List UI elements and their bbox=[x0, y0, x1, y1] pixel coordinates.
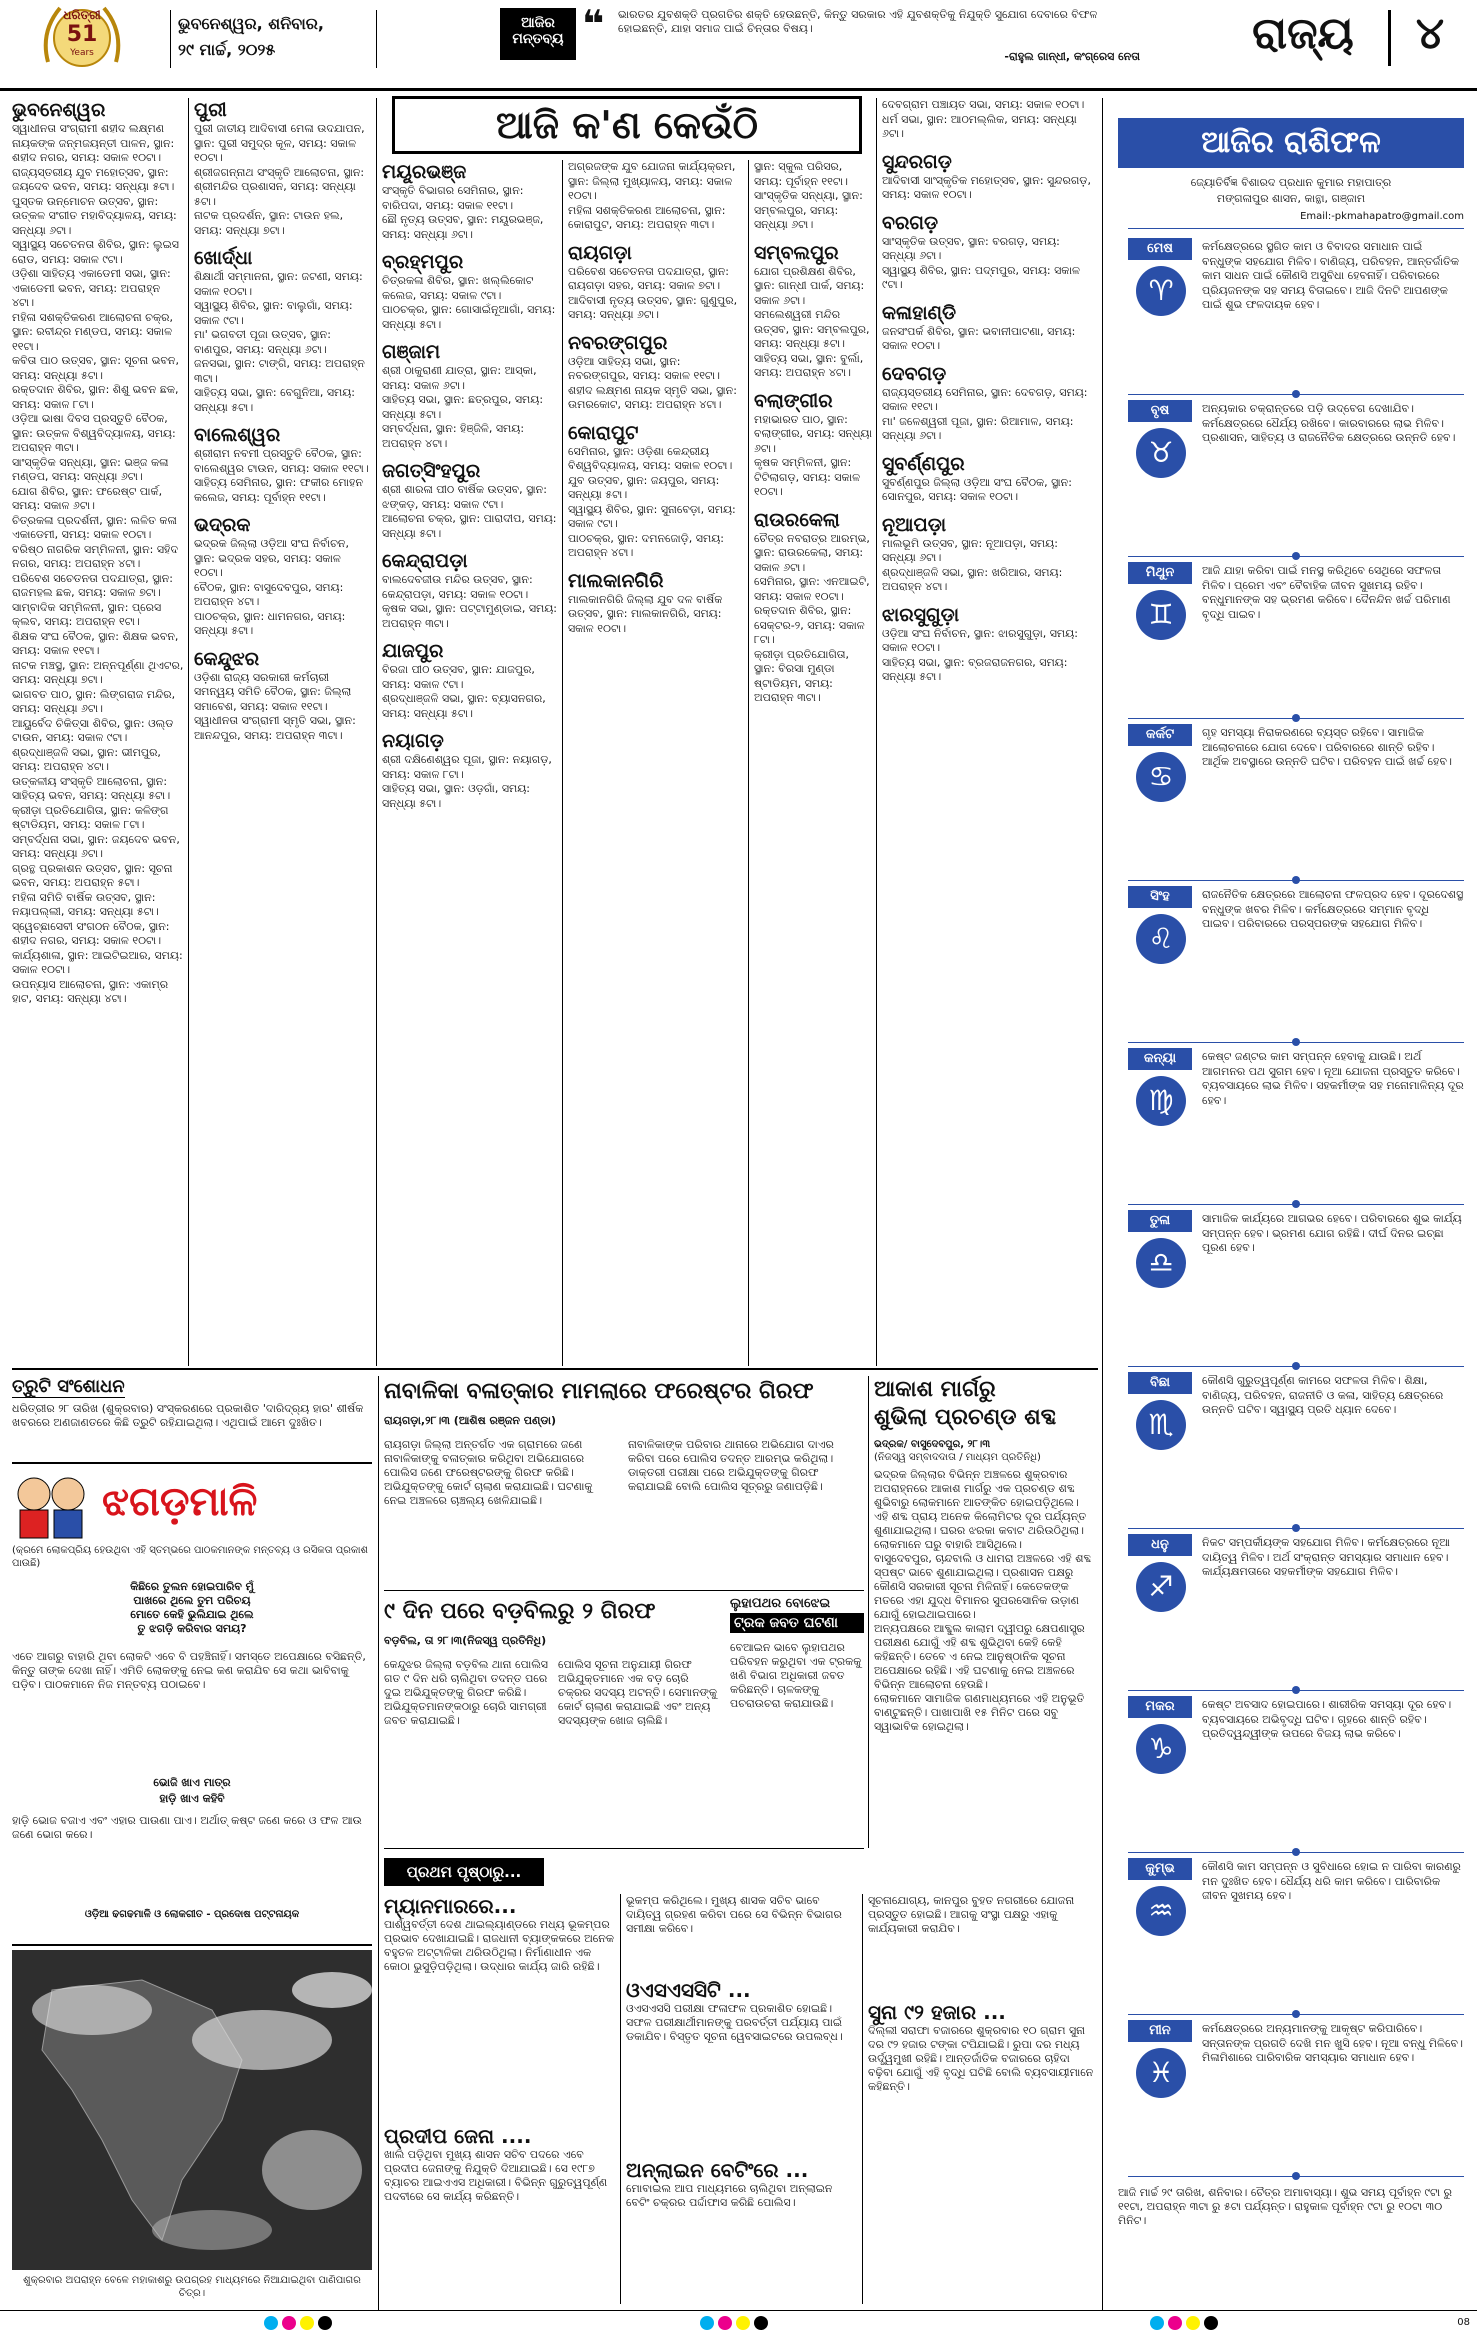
district-heading: କଳାହାଣ୍ଡି bbox=[882, 301, 957, 324]
zodiac-sign-name: ତୁଳା bbox=[1128, 1210, 1192, 1232]
zodiac-symbol-icon: ♍ bbox=[1136, 1076, 1186, 1126]
events-banner-title: ଆଜି କ'ଣ କେଉଁଠି bbox=[495, 103, 759, 147]
zodiac-divider-dot-icon bbox=[1292, 2010, 1300, 2018]
zodiac-sign-name: ଧନୁ bbox=[1128, 1534, 1192, 1556]
district-heading: ଗଞ୍ଜାମ bbox=[382, 341, 441, 363]
district-heading: ରାୟଗଡ଼ା bbox=[568, 241, 632, 264]
zodiac-sign-name: ମିଥୁନ bbox=[1128, 562, 1192, 584]
district-heading: ସମ୍ବଲପୁର bbox=[754, 241, 839, 264]
gold-head: ସୁନା ୯୨ ହଜାର ... bbox=[868, 2000, 1006, 2024]
dateline-date: ୨୯ ମାର୍ଚ୍ଚ, ୨୦୨୫ bbox=[178, 40, 276, 59]
district-heading: ବରଗଡ଼ bbox=[882, 211, 939, 234]
forester-headline: ନାବାଳିକା ବଳାତ୍କାର ମାମଲାରେ ଫରେଷ୍ଟର ଗିରଫ bbox=[384, 1379, 814, 1404]
zodiac-symbol-icon: ♋ bbox=[1136, 752, 1186, 802]
district-heading: ଜଗତ୍‌ସିଂହପୁର bbox=[382, 460, 481, 482]
zodiac-sign-name: ମକର bbox=[1128, 1696, 1192, 1718]
zodiac-sign-name: ମେଷ bbox=[1128, 238, 1192, 260]
rashifala-email: Email:-pkmahapatro@gmail.com bbox=[1300, 211, 1464, 222]
zodiac-sign-row bbox=[1110, 238, 1468, 390]
events-col-4 bbox=[568, 160, 744, 1366]
zodiac-sign-row bbox=[1110, 1048, 1468, 1200]
zodiac-sign-name: କନ୍ୟା bbox=[1128, 1048, 1192, 1070]
zodiac-sign-name: ସିଂହ bbox=[1128, 886, 1192, 908]
truck-headline-2: ଟ୍ରକ ଜବତ ଘଟଣା bbox=[734, 1615, 838, 1631]
zodiac-sign-name: କୁମ୍ଭ bbox=[1128, 1858, 1192, 1880]
rashifala-title-bar bbox=[1118, 118, 1464, 168]
jhagadamali-body: ଏତେ ଆଗରୁ ବାହାରି ଥିବା ଲୋକଟି ଏବେ ବି ପହଞ୍ଚିନାହିଁ। ସମସ୍ତେ ଅପେକ୍ଷାରେ ବସିଛନ୍ତି, କିନ୍ତୁ ତାଙ୍କ ଦେଖା ନାହିଁ। ଏମିତି ଲୋକଙ୍କୁ ନେଇ କଣ କରାଯିବ ସେ କଥା ଭାବିବାକୁ ପଡ଼ିବ। ପାଠକମାନେ ନିଜ ମନ୍ତବ୍ୟ ପଠାଇବେ। bbox=[12, 1650, 366, 1691]
nine-days-body-2: ପୋଲିସ ସୂଚନା ଅନୁଯାୟୀ ଗିରଫ ଅଭିଯୁକ୍ତମାନେ ଏକ ବଡ଼ ଚୋରି ଚକ୍ରର ସଦସ୍ୟ ଅଟନ୍ତି। ସେମାନଙ୍କୁ କୋର୍ଟ ଚାଲାଣ କରାଯାଇଛି ଏବଂ ଅନ୍ୟ ସଦସ୍ୟଙ୍କ ଖୋଜ ଚାଲିଛି। bbox=[558, 1658, 718, 1727]
zodiac-prediction: ନିକଟ ସମ୍ପର୍କୀୟଙ୍କ ସହଯୋଗ ମିଳିବ। କର୍ମକ୍ଷେତ୍ରରେ ନୂଆ ଦାୟିତ୍ୱ ମିଳିବ। ଅର୍ଥ ସଂକ୍ରାନ୍ତ ସମସ୍ୟାର ସମାଧାନ ହେବ। କାର୍ଯ୍ୟକ୍ଷମତାରେ ସହକର୍ମୀଙ୍କ ସହଯୋଗ ମିଳିବ। bbox=[1202, 1536, 1450, 1578]
rashifala-author: ଜ୍ୟୋତିର୍ବିଜ୍ଞ ବିଶାରଦ ପ୍ରଧାନ କୁମାର ମହାପାତ୍ର bbox=[1190, 176, 1392, 189]
zodiac-sign-row bbox=[1110, 1858, 1468, 2010]
rashifala-title: ଆଜିର ରାଶିଫଳ bbox=[1201, 125, 1381, 160]
district-events: ଶ୍ରୀ ଠାକୁରାଣୀ ଯାତ୍ରା, ସ୍ଥାନ: ଆସ୍କା, ସମୟ: ସକାଳ ୬ଟା। ସାହିତ୍ୟ ସଭା, ସ୍ଥାନ: ଛତ୍ରପୁର, ସମୟ: ସନ୍ଧ୍ୟା ୫ଟା। ସମ୍ବର୍ଦ୍ଧନା, ସ୍ଥାନ: ହିଞ୍ଜିଳି, ସମୟ: ଅପରାହ୍ନ ୪ଟା। bbox=[382, 364, 544, 450]
district-heading: ରାଉରକେଲା bbox=[754, 508, 840, 531]
zodiac-sign-row bbox=[1110, 562, 1468, 714]
first-page-col-3 bbox=[868, 1894, 1096, 2304]
zodiac-sign-name: ବିଛା bbox=[1128, 1372, 1192, 1394]
district-events: ସାଂସ୍କୃତିକ ଉତ୍ସବ, ସ୍ଥାନ: ବରଗଡ଼, ସମୟ: ସନ୍ଧ୍ୟା ୬ଟା। ସ୍ୱାସ୍ଥ୍ୟ ଶିବିର, ସ୍ଥାନ: ପଦ୍ମପୁର, ସମୟ: ସକାଳ ୯ଟା। bbox=[882, 234, 1080, 291]
yellow-dot-icon bbox=[1186, 2316, 1200, 2330]
district-heading: ମୟୂରଭଞ୍ଜ bbox=[382, 161, 467, 183]
correction-body: ଧରିତ୍ରୀର ୨୮ ତାରିଖ (ଶୁକ୍ରବାର) ସଂସ୍କରଣରେ ପ୍ରକାଶିତ 'ଦାରିଦ୍ର୍ୟ ହାର' ଶୀର୍ଷକ ଖବରରେ ଅଣଜାଣତରେ କିଛି ତ୍ରୁଟି ରହିଯାଇଥିଲା। ଏଥିପାଇଁ ଆମେ ଦୁଃଖିତ। bbox=[12, 1402, 364, 1429]
zodiac-divider-dot-icon bbox=[1292, 1848, 1300, 1856]
first-page-banner bbox=[384, 1858, 544, 1886]
district-events: ପରିବେଶ ସଚେତନତା ପଦଯାତ୍ରା, ସ୍ଥାନ: ରାୟଗଡ଼ା ସହର, ସମୟ: ସକାଳ ୭ଟା। ଆଦିବାସୀ ନୃତ୍ୟ ଉତ୍ସବ, ସ୍ଥାନ: ଗୁଣୁପୁର, ସମୟ: ସନ୍ଧ୍ୟା ୬ଟା। bbox=[568, 264, 738, 321]
black-dot-icon bbox=[1204, 2316, 1218, 2330]
first-page-banner-label: ପ୍ରଥମ ପୃଷ୍ଠାରୁ... bbox=[406, 1863, 522, 1881]
first-page-col3-body: ସୂଚନାଯୋଗ୍ୟ, କାନପୁର ବୁହତ ନଗରୀରେ ଯୋଜନା ପ୍ରସ୍ତୁତ ହୋଇଛି। ଆଗକୁ ସଂସ୍ଥା ପକ୍ଷରୁ ଏହାକୁ କାର୍ଯ୍ୟକାରୀ କରାଯିବ। bbox=[868, 1894, 1075, 1935]
district-heading: ନୟାଗଡ଼ bbox=[382, 730, 444, 752]
district-events: ରାଜ୍ୟସ୍ତରୀୟ ସେମିନାର, ସ୍ଥାନ: ଦେବଗଡ଼, ସମୟ: ସକାଳ ୧୧ଟା। ମା' ଜଳେଶ୍ୱରୀ ପୂଜା, ସ୍ଥାନ: ରିଆମାଳ, ସମୟ: ସନ୍ଧ୍ୟା ୬ଟା। bbox=[882, 385, 1088, 442]
district-heading: ଭୁବନେଶ୍ୱର bbox=[12, 99, 106, 121]
zodiac-symbol-icon: ♒ bbox=[1136, 1886, 1186, 1936]
zodiac-symbol-icon: ♐ bbox=[1136, 1562, 1186, 1612]
district-events: ମାଲଭୂମି ଉତ୍ସବ, ସ୍ଥାନ: ନୂଆପଡ଼ା, ସମୟ: ସନ୍ଧ୍ୟା ୬ଟା। ଶ୍ରଦ୍ଧାଞ୍ଜଳି ସଭା, ସ୍ଥାନ: ଖରିଆର, ସମୟ: ଅପରାହ୍ନ ୪ଟା। bbox=[882, 536, 1063, 593]
forester-dateline: ରାୟଗଡ଼ା,୨୮।୩ (ଆଶିଷ ରଞ୍ଜନ ପଣ୍ଡା) bbox=[384, 1414, 556, 1427]
sound-dateline: ଭଦ୍ରକ/ ବାସୁଦେବପୁର, ୨୮।୩ bbox=[874, 1439, 991, 1450]
dateline-day: ଭୁବନେଶ୍ୱର, ଶନିବାର, bbox=[178, 14, 324, 33]
zodiac-prediction: କୌଣସି କାମ ସମ୍ପନ୍ନ ଓ ସୁବିଧାରେ ହୋଇ ନ ପାରିବା କାରଣରୁ ମନ ଦୁଃଖିତ ହେବ। ଧୈର୍ଯ୍ୟ ଧରି କାମ କରିବେ। ପାରିବାରିକ ଜୀବନ ସୁଖମୟ ହେବ। bbox=[1202, 1860, 1461, 1902]
zodiac-sign-row bbox=[1110, 1372, 1468, 1524]
satellite-image bbox=[12, 1950, 372, 2270]
forester-body-2: ନାବାଳିକାଙ୍କ ପରିବାର ଥାନାରେ ଅଭିଯୋଗ ଦାଏର କରିବା ପରେ ପୋଲିସ ତଦନ୍ତ ଆରମ୍ଭ କରିଥିଲା। ଡାକ୍ତରୀ ପରୀକ୍ଷା ପରେ ଅଭିଯୁକ୍ତଙ୍କୁ ଗିରଫ କରାଯାଇଛି ବୋଲି ପୋଲିସ ସୂତ୍ରରୁ ଜଣାପଡ଼ିଛି। bbox=[628, 1438, 834, 1493]
zodiac-symbol-icon: ♓ bbox=[1136, 2048, 1186, 2098]
events-col-2 bbox=[194, 98, 372, 1366]
satellite-caption: ଶୁକ୍ରବାର ଅପରାହ୍ନ ବେଳେ ମହାକାଶରୁ ଉପଗ୍ରହ ମାଧ୍ୟମରେ ନିଆଯାଇଥିବା ପାଣିପାଗର ଚିତ୍ର। bbox=[23, 2275, 361, 2299]
zodiac-divider-dot-icon bbox=[1292, 876, 1300, 884]
district-events: ଶ୍ରୀରାମ ନବମୀ ପ୍ରସ୍ତୁତି ବୈଠକ, ସ୍ଥାନ: ବାଲେଶ୍ୱର ଟାଉନ, ସମୟ: ସକାଳ ୧୧ଟା। ସାହିତ୍ୟ ସେମିନାର, ସ୍ଥାନ: ଫକୀର ମୋହନ କଲେଜ, ସମୟ: ପୂର୍ବାହ୍ନ ୧୧ଟା। bbox=[194, 447, 369, 504]
district-heading: କେନ୍ଦ୍ରାପଡ଼ା bbox=[382, 550, 468, 572]
pradeep-body: ଖାଲି ପଡ଼ିଥିବା ମୁଖ୍ୟ ଶାସନ ସଚିବ ପଦରେ ଏବେ ପ୍ରଦୀପ ଜେନାଙ୍କୁ ନିଯୁକ୍ତି ଦିଆଯାଇଛି। ସେ ୧୯୮୭ ବ୍ୟାଚର ଆଇଏଏସ ଅଧିକାରୀ। ବିଭିନ୍ନ ଗୁରୁତ୍ୱପୂର୍ଣ୍ଣ ପଦବୀରେ ସେ କାର୍ଯ୍ୟ କରିଛନ୍ତି। bbox=[384, 2148, 608, 2203]
pradeep-head: ପ୍ରଦୀପ ଜେନା .... bbox=[384, 2124, 532, 2148]
sound-byline: (ନିଜସ୍ୱ ସମ୍ବାଦଦାତା / ମାଧ୍ୟମ ପ୍ରତିନିଧି) bbox=[874, 1452, 1041, 1463]
logo-emblem bbox=[38, 2, 126, 70]
masthead bbox=[0, 0, 1477, 92]
rashifala-author-place: ମଙ୍ଗଳାପୁର ଶାସନ, କାନ୍ଥା, ଗଞ୍ଜାମ bbox=[1216, 192, 1366, 205]
zodiac-divider-dot-icon bbox=[1292, 390, 1300, 398]
district-events: ଶ୍ରୀ ଦକ୍ଷିଣେଶ୍ୱର ପୂଜା, ସ୍ଥାନ: ନୟାଗଡ଼, ସମୟ: ସକାଳ ୮ଟା। ସାହିତ୍ୟ ସଭା, ସ୍ଥାନ: ଓଡ଼ଗାଁ, ସମୟ: ସନ୍ଧ୍ୟା ୫ଟା। bbox=[382, 753, 552, 810]
district-events: ସ୍ଥାନ: ସ୍କୁଲ ପରିସର, ସମୟ: ପୂର୍ବାହ୍ନ ୧୧ଟା। ସାଂସ୍କୃତିକ ସନ୍ଧ୍ୟା, ସ୍ଥାନ: ସମ୍ବଲପୁର, ସମୟ: ସନ୍ଧ୍ୟା ୬ଟା। bbox=[754, 160, 863, 231]
quote-label-box bbox=[500, 8, 576, 60]
online-head: ଅନ୍‌ଲାଇନ ବେଟିଂରେ ... bbox=[626, 2158, 809, 2182]
zodiac-sign-row bbox=[1110, 1534, 1468, 1686]
logo-years-number: 51 bbox=[66, 22, 98, 47]
magenta-dot-icon bbox=[718, 2316, 732, 2330]
zodiac-prediction: କର୍ମକ୍ଷେତ୍ରରେ ସ୍ଥଗିତ କାମ ଓ ବିବାଦର ସମାଧାନ ପାଇଁ ବନ୍ଧୁଙ୍କ ସହଯୋଗ ମିଳିବ। ବାଣିଜ୍ୟ, ପରିବହନ, ଆନ୍ତର୍ଜାତିକ କାମ ସାଧନ ପାଇଁ କୌଣସି ଅସୁବିଧା ହେବନାହିଁ। ପରିବାରରେ ପ୍ରିୟଜନଙ୍କ ସହ ସମୟ ବିତାଇବେ। ଆଜି ଦିନଟି ଆପଣଙ୍କ ପାଇଁ ଶୁଭ ଫଳଦାୟକ ହେବ। bbox=[1202, 240, 1460, 311]
district-heading: ସୁନ୍ଦରଗଡ଼ bbox=[882, 150, 952, 173]
district-heading: ଯାଜପୁର bbox=[382, 640, 444, 662]
events-banner bbox=[392, 96, 862, 154]
zodiac-prediction: କୌଣସି ଗୁରୁତ୍ୱପୂର୍ଣ୍ଣ କାମରେ ସଫଳତା ମିଳିବ। ଶିକ୍ଷା, ବାଣିଜ୍ୟ, ପରିବହନ, ରାଜନୀତି ଓ କଳା, ସାହିତ୍ୟ କ୍ଷେତ୍ରରେ ଉନ୍ନତି ଘଟିବ। ସ୍ୱାସ୍ଥ୍ୟ ପ୍ରତି ଧ୍ୟାନ ଦେବେ। bbox=[1202, 1374, 1444, 1416]
truck-headline-1: ଲୁହାପଥର ବୋଝେଇ bbox=[730, 1596, 831, 1611]
district-events: ଯୋଗ ପ୍ରଶିକ୍ଷଣ ଶିବିର, ସ୍ଥାନ: ଗାନ୍ଧୀ ପାର୍କ, ସମୟ: ସକାଳ ୬ଟା। ସମଲେଶ୍ୱରୀ ମନ୍ଦିର ଉତ୍ସବ, ସ୍ଥାନ: ସମ୍ବଲପୁର, ସମୟ: ସନ୍ଧ୍ୟା ୫ଟା। ସାହିତ୍ୟ ସଭା, ସ୍ଥାନ: ବୁର୍ଲା, ସମୟ: ଅପରାହ୍ନ ୪ଟା। bbox=[754, 264, 870, 379]
zodiac-symbol-icon: ♊ bbox=[1136, 590, 1186, 640]
district-events: ସୁବର୍ଣ୍ଣପୁର ଜିଲ୍ଲା ଓଡ଼ିଆ ସଂଘ ବୈଠକ, ସ୍ଥାନ: ସୋନପୁର, ସମୟ: ସକାଳ ୧୦ଟା। bbox=[882, 475, 1072, 503]
zodiac-divider-dot-icon bbox=[1292, 552, 1300, 560]
zodiac-divider-dot-icon bbox=[1292, 2172, 1300, 2180]
page-number: ୪ bbox=[1415, 8, 1445, 59]
zodiac-sign-name: ମୀନ bbox=[1128, 2020, 1192, 2042]
osss-body: ଓଏସଏସସି ପରୀକ୍ଷା ଫଳାଫଳ ପ୍ରକାଶିତ ହୋଇଛି। ସଫଳ ପରୀକ୍ଷାର୍ଥୀମାନଙ୍କୁ ପରବର୍ତ୍ତୀ ପର୍ଯ୍ୟାୟ ପାଇଁ ଡକାଯିବ। ବିସ୍ତୃତ ସୂଚନା ୱେବସାଇଟରେ ଉପଲବ୍ଧ। bbox=[626, 2002, 843, 2043]
yellow-dot-icon bbox=[300, 2316, 314, 2330]
zodiac-prediction: ରାଜନୈତିକ କ୍ଷେତ୍ରରେ ଆଲୋଚନା ଫଳପ୍ରଦ ହେବ। ଦୂରଦେଶସ୍ଥ ବନ୍ଧୁଙ୍କ ଖବର ମିଳିବ। କର୍ମକ୍ଷେତ୍ରରେ ସମ୍ମାନ ବୃଦ୍ଧି ପାଇବ। ପରିବାରରେ ପରସ୍ପରଙ୍କ ସହଯୋଗ ମିଳିବ। bbox=[1202, 888, 1464, 930]
zodiac-symbol-icon: ♌ bbox=[1136, 914, 1186, 964]
zodiac-divider-dot-icon bbox=[1292, 1524, 1300, 1532]
nine-days-story bbox=[384, 1596, 724, 1844]
district-heading: କୋରାପୁଟ bbox=[568, 421, 639, 444]
district-heading: ଭଦ୍ରକ bbox=[194, 514, 251, 536]
district-events: ଓଡ଼ିଆ ସାହିତ୍ୟ ସଭା, ସ୍ଥାନ: ନବରଙ୍ଗପୁର, ସମୟ: ସକାଳ ୧୧ଟା। ଶହୀଦ ଲକ୍ଷ୍ମଣ ନାୟକ ସ୍ମୃତି ସଭା, ସ୍ଥାନ: ଉମରକୋଟ, ସମୟ: ଅପରାହ୍ନ ୪ଟା। bbox=[568, 354, 737, 411]
district-events: ମାଲକାନଗିରି ଜିଲ୍ଲା ଯୁବ ଦଳ ବାର୍ଷିକ ଉତ୍ସବ, ସ୍ଥାନ: ମାଲକାନଗିରି, ସମୟ: ସକାଳ ୧୦ଟା। bbox=[568, 592, 723, 635]
events-col-1 bbox=[12, 98, 184, 1366]
truck-body: ବେଆଇନ ଭାବେ ଲୁହାପଥର ପରିବହନ କରୁଥିବା ଏକ ଟ୍ରକକୁ ଖଣି ବିଭାଗ ଅଧିକାରୀ ଜବତ କରିଛନ୍ତି। ଚାଳକଙ୍କୁ ପଚରାଉଚରା କରାଯାଉଛି। bbox=[730, 1641, 862, 1710]
zodiac-symbol-icon: ♏ bbox=[1136, 1400, 1186, 1450]
district-heading: ମାଲକାନଗିରି bbox=[568, 569, 664, 592]
black-dot-icon bbox=[754, 2316, 768, 2330]
online-body: ମୋବାଇଲ ଆପ ମାଧ୍ୟମରେ ଚାଲିଥିବା ଅନ୍‌ଲାଇନ ବେଟିଂ ଚକ୍ରର ପର୍ଦ୍ଦାଫାସ କରିଛି ପୋଲିସ। bbox=[626, 2182, 833, 2209]
zodiac-prediction: କେଷ୍ଟ ଅବସାଦ ହୋଇପାରେ। ଶାରୀରିକ ସମସ୍ୟା ଦୂର ହେବ। ବ୍ୟବସାୟରେ ଅଭିବୃଦ୍ଧି ଘଟିବ। ଗୃହରେ ଶାନ୍ତି ରହିବ। ପ୍ରତିଦ୍ୱନ୍ଦ୍ୱୀଙ୍କ ଉପରେ ବିଜୟ ଲାଭ କରିବେ। bbox=[1202, 1698, 1452, 1740]
zodiac-divider-dot-icon bbox=[1292, 1200, 1300, 1208]
cyan-dot-icon bbox=[264, 2316, 278, 2330]
zodiac-symbol-icon: ♎ bbox=[1136, 1238, 1186, 1288]
quote-label-1: ଆଜିର bbox=[521, 15, 555, 31]
jhagadamali-title: ଝଗଡ଼ମାଳି bbox=[102, 1479, 258, 1525]
district-events: ଶ୍ରୀ ଶାରଳା ପୀଠ ବାର୍ଷିକ ଉତ୍ସବ, ସ୍ଥାନ: ଝଙ୍କଡ଼, ସମୟ: ସକାଳ ୯ଟା। ଆଲୋଚନା ଚକ୍ର, ସ୍ଥାନ: ପାରାଦୀପ, ସମୟ: ସନ୍ଧ୍ୟା ୫ଟା। bbox=[382, 483, 557, 540]
logo-years-label: Years bbox=[70, 48, 94, 58]
jhagadamali-tagline-1: ଭୋଜି ଖାଏ ମାତ୍ର bbox=[153, 1776, 231, 1789]
district-events: ମହାଭାରତ ପାଠ, ସ୍ଥାନ: ବଲାଙ୍ଗୀର, ସମୟ: ସନ୍ଧ୍ୟା ୬ଟା। କୃଷକ ସମ୍ମିଳନୀ, ସ୍ଥାନ: ଟିଟିଲାଗଡ଼, ସମୟ: ସକାଳ ୧୦ଟା। bbox=[754, 412, 872, 498]
events-col-3 bbox=[382, 160, 558, 1366]
osss-head: ଓଏସଏସସିଟି ... bbox=[626, 1978, 751, 2002]
district-events: ଓଡ଼ିଶା ରାଜ୍ୟ ସରକାରୀ କର୍ମଚାରୀ ସମନ୍ୱୟ ସମିତି ବୈଠକ, ସ୍ଥାନ: ଜିଲ୍ଲା ସମାବେଶ, ସମୟ: ସକାଳ ୧୧ଟା। ସ୍ୱାଧୀନତା ସଂଗ୍ରାମୀ ସ୍ମୃତି ସଭା, ସ୍ଥାନ: ଆନନ୍ଦପୁର, ସମୟ: ଅପରାହ୍ନ ୩ଟା। bbox=[194, 670, 356, 742]
zodiac-sign-row bbox=[1110, 1210, 1468, 1362]
district-events: ଅଗ୍ରଜଙ୍କ ଯୁବ ଯୋଜନା କାର୍ଯ୍ୟକ୍ରମ, ସ୍ଥାନ: ଜିଲ୍ଲା ମୁଖ୍ୟାଳୟ, ସମୟ: ସକାଳ ୧୦ଟା। ମହିଳା ସଶକ୍ତିକରଣ ଆଲୋଚନା, ସ୍ଥାନ: କୋରାପୁଟ, ସମୟ: ଅପରାହ୍ନ ୩ଟା। bbox=[568, 160, 736, 231]
district-heading: ଦେବଗଡ଼ bbox=[882, 362, 947, 385]
first-page-col-1 bbox=[384, 1894, 616, 2304]
district-heading: ଖୋର୍ଦ୍ଧା bbox=[194, 247, 253, 269]
myanmar-head: ମ୍ୟାନମାରରେ... bbox=[384, 1894, 517, 1918]
truck-story bbox=[730, 1596, 864, 1844]
zodiac-prediction: କେଷ୍ଟ ଜଣ୍ଟର କାମ ସମ୍ପନ୍ନ ହେବାକୁ ଯାଉଛି। ଅର୍ଥ ଆଗମନର ପଥ ସୁଗମ ହେବ। ନୂଆ ଯୋଜନା ପ୍ରସ୍ତୁତ କରିବେ। ବ୍ୟବସାୟରେ ଲାଭ ମିଳିବ। ସହକର୍ମୀଙ୍କ ସହ ମନୋମାଳିନ୍ୟ ଦୂର ହେବ। bbox=[1202, 1050, 1464, 1107]
black-dot-icon bbox=[318, 2316, 332, 2330]
zodiac-sign-row bbox=[1110, 400, 1468, 552]
yellow-dot-icon bbox=[736, 2316, 750, 2330]
zodiac-divider-dot-icon bbox=[1292, 714, 1300, 722]
sound-story bbox=[874, 1376, 1096, 1848]
zodiac-sign-name: କର୍କଟ bbox=[1128, 724, 1192, 746]
sound-body: ଭଦ୍ରକ ଜିଲ୍ଲାର ବିଭିନ୍ନ ଅଞ୍ଚଳରେ ଶୁକ୍ରବାର ଅପରାହ୍ନରେ ଆକାଶ ମାର୍ଗରୁ ଏକ ପ୍ରଚଣ୍ଡ ଶବ୍ଦ ଶୁଭିବାରୁ ଲୋକମାନେ ଆତଙ୍କିତ ହୋଇପଡ଼ିଥିଲେ। ଏହି ଶବ୍ଦ ପ୍ରାୟ ଅନେକ କିଲୋମିଟର ଦୂର ପର୍ଯ୍ୟନ୍ତ ଶୁଣାଯାଇଥିଲା। ଘରର ଝରକା କବାଟ ଥରିଉଠିଥିଲା। ଲୋକମାନେ ଘରୁ ବାହାରି ଆସିଥିଲେ। ବାସୁଦେବପୁର, ଚାନ୍ଦବାଲି ଓ ଧାମରା ଅଞ୍ଚଳରେ ଏହି ଶବ୍ଦ ସ୍ପଷ୍ଟ ଭାବେ ଶୁଣାଯାଇଥିଲା। ପ୍ରଶାସନ ପକ୍ଷରୁ କୌଣସି ସରକାରୀ ସୂଚନା ମିଳିନାହିଁ। କେତେକଙ୍କ ମତରେ ଏହା ଯୁଦ୍ଧ ବିମାନର ସୁପରସୋନିକ ଉଡ଼ାଣ ଯୋଗୁଁ ହୋଇଥାଇପାରେ। ଅନ୍ୟପକ୍ଷରେ ଆବ୍ଦୁଲ କାଲାମ ଦ୍ୱୀପରୁ କ୍ଷେପଣାସ୍ତ୍ର ପରୀକ୍ଷଣ ଯୋଗୁଁ ଏହି ଶବ୍ଦ ଶୁଭିଥିବା କେହି କେହି କହିଛନ୍ତି। ତେବେ ଏ ନେଇ ଆନୁଷ୍ଠାନିକ ସୂଚନା ଅପେକ୍ଷାରେ ରହିଛି। ଏହି ଘଟଣାକୁ ନେଇ ଅଞ୍ଚଳରେ ବିଭିନ୍ନ ଆଲୋଚନା ହେଉଛି। ଲୋକମାନେ ସାମାଜିକ ଗଣମାଧ୍ୟମରେ ଏହି ଅନୁଭୂତି ବାଣ୍ଟୁଛନ୍ତି। ପାଖାପାଖି ୧୫ ମିନିଟ ପରେ ସବୁ ସ୍ୱାଭାବିକ ହୋଇଥିଲା। bbox=[874, 1468, 1092, 1733]
zodiac-sign-row bbox=[1110, 724, 1468, 876]
quote-label-2: ମନ୍ତବ୍ୟ bbox=[512, 31, 564, 47]
zodiac-divider-dot-icon bbox=[1292, 1362, 1300, 1370]
sound-headline-2: ଶୁଭିଲା ପ୍ରଚଣ୍ଡ ଶବ୍ଦ bbox=[874, 1405, 1057, 1430]
district-events: ଜନସଂପର୍କ ଶିବିର, ସ୍ଥାନ: ଭବାନୀପାଟଣା, ସମୟ: ସକାଳ ୧୦ଟା। bbox=[882, 324, 1076, 352]
zodiac-sign-row bbox=[1110, 886, 1468, 1038]
district-events: ଓଡ଼ିଆ ସଂଘ ନିର୍ବାଚନ, ସ୍ଥାନ: ଝାରସୁଗୁଡ଼ା, ସମୟ: ସକାଳ ୧୦ଟା। ସାହିତ୍ୟ ସଭା, ସ୍ଥାନ: ବ୍ରଜରାଜନଗର, ସମୟ: ସନ୍ଧ୍ୟା ୫ଟା। bbox=[882, 626, 1078, 683]
gold-body: ଦିଲ୍ଲୀ ସରାଫା ବଜାରରେ ଶୁକ୍ରବାର ୧୦ ଗ୍ରାମ ସୁନା ଦର ୯୨ ହଜାର ଟଙ୍କା ଟପିଯାଇଛି। ରୁପା ଦର ମଧ୍ୟ ଉର୍ଦ୍ଧ୍ୱମୁଖୀ ରହିଛି। ଆନ୍ତର୍ଜାତିକ ବଜାରରେ ଚାହିଦା ବଢ଼ିବା ଯୋଗୁଁ ଏହି ବୃଦ୍ଧି ଘଟିଛି ବୋଲି ବ୍ୟବସାୟୀମାନେ କହିଛନ୍ତି। bbox=[868, 2024, 1094, 2093]
events-col-5 bbox=[754, 160, 872, 1366]
truck-headline-box bbox=[730, 1613, 864, 1633]
first-page-col2-body: ଭୂକମ୍ପ କରିଥିଲେ। ମୁଖ୍ୟ ଶାସକ ସଚିବ ଭାବେ ଦାୟିତ୍ୱ ଗ୍ରହଣ କରିବା ପରେ ସେ ବିଭିନ୍ନ ବିଭାଗର ସମୀକ୍ଷା କରିବେ। bbox=[626, 1894, 842, 1935]
zodiac-sign-row bbox=[1110, 1696, 1468, 1848]
district-heading: ବ୍ରହ୍ମପୁର bbox=[382, 251, 464, 273]
district-heading: ନୂଆପଡ଼ା bbox=[882, 513, 947, 536]
first-page-col-2 bbox=[626, 1894, 858, 2304]
zodiac-symbol-icon: ♑ bbox=[1136, 1724, 1186, 1774]
district-heading: ଝାରସୁଗୁଡ଼ା bbox=[882, 603, 960, 626]
district-heading: କେନ୍ଦୁଝର bbox=[194, 647, 260, 670]
district-events: ବାଲଦେବଜୀଉ ମନ୍ଦିର ଉତ୍ସବ, ସ୍ଥାନ: କେନ୍ଦ୍ରାପଡ଼ା, ସମୟ: ସକାଳ ୧୦ଟା। କୃଷକ ସଭା, ସ୍ଥାନ: ପଟ୍ଟାମୁଣ୍ଡାଇ, ସମୟ: ଅପରାହ୍ନ ୩ଟା। bbox=[382, 573, 558, 630]
events-col-6 bbox=[882, 98, 1092, 1366]
zodiac-prediction: ସାମାଜିକ କାର୍ଯ୍ୟରେ ଆଗଭର ହେବେ। ପରିବାରରେ ଶୁଭ କାର୍ଯ୍ୟ ସମ୍ପନ୍ନ ହେବ। ଭ୍ରମଣ ଯୋଗ ରହିଛି। ଦୀର୍ଘ ଦିନର ଇଚ୍ଛା ପୂରଣ ହେବ। bbox=[1202, 1212, 1462, 1254]
district-events: ବିରଜା ପୀଠ ଉତ୍ସବ, ସ୍ଥାନ: ଯାଜପୁର, ସମୟ: ସକାଳ ୯ଟା। ଶ୍ରଦ୍ଧାଞ୍ଜଳି ସଭା, ସ୍ଥାନ: ବ୍ୟାସନଗର, ସମୟ: ସନ୍ଧ୍ୟା ୫ଟା। bbox=[382, 663, 546, 720]
quote-text: ଭାରତର ଯୁବଶକ୍ତି ପ୍ରଗତିର ଶକ୍ତି ହେଉଛନ୍ତି, କିନ୍ତୁ ସରକାର ଏହି ଯୁବଶକ୍ତିକୁ ନିଯୁକ୍ତି ସୁଯୋଗ ଦେବାରେ ବିଫଳ ହୋଇଛନ୍ତି, ଯାହା ସମାଜ ପାଇଁ ଚିନ୍ତାର ବିଷୟ। bbox=[618, 8, 1098, 35]
zodiac-prediction: ଗୃହ ସମସ୍ୟା ନିରାକରଣରେ ବ୍ୟସ୍ତ ରହିବେ। ସାମାଜିକ ଆଲୋଚନାରେ ଯୋଗ ଦେବେ। ପରିବାରରେ ଶାନ୍ତି ରହିବ। ଆର୍ଥିକ ଅବସ୍ଥାରେ ଉନ୍ନତି ଘଟିବ। ପରିବହନ ପାଇଁ ଖର୍ଚ୍ଚ ହେବ। bbox=[1202, 726, 1452, 768]
myanmar-body: ପାର୍ଶ୍ୱବର୍ତ୍ତୀ ଦେଶ ଥାଇଲ୍ୟାଣ୍ଡରେ ମଧ୍ୟ ଭୂକମ୍ପର ପ୍ରଭାବ ଦେଖାଯାଇଛି। ରାଜଧାନୀ ବ୍ୟାଙ୍କକରେ ଅନେକ ବହୁତଳ ଅଟ୍ଟାଳିକା ଥରିଉଠିଥିଲା। ନିର୍ମାଣାଧୀନ ଏକ କୋଠା ଭୁସୁଡ଼ିପଡ଼ିଥିଲା। ଉଦ୍ଧାର କାର୍ଯ୍ୟ ଜାରି ରହିଛି। bbox=[384, 1918, 614, 1973]
satellite-cloud-map-icon bbox=[12, 1950, 372, 2270]
magenta-dot-icon bbox=[282, 2316, 296, 2330]
jhagadamali-tagline-2: ହାଡ଼ି ଖାଏ କହିବି bbox=[159, 1792, 225, 1805]
footer-page-code: 08 bbox=[1457, 2317, 1470, 2328]
zodiac-divider-dot-icon bbox=[1292, 1038, 1300, 1046]
district-events: ଶିକ୍ଷାର୍ଥୀ ସମ୍ମାନନା, ସ୍ଥାନ: ଜଟଣୀ, ସମୟ: ସକାଳ ୧୦ଟା। ସ୍ୱାସ୍ଥ୍ୟ ଶିବିର, ସ୍ଥାନ: ବାଲୁଗାଁ, ସମୟ: ସକାଳ ୯ଟା। ମା' ଭଗବତୀ ପୂଜା ଉତ୍ସବ, ସ୍ଥାନ: ବାଣପୁର, ସମୟ: ସନ୍ଧ୍ୟା ୬ଟା। ଜନସଭା, ସ୍ଥାନ: ଟାଙ୍ଗି, ସମୟ: ଅପରାହ୍ନ ୩ଟା। ସାହିତ୍ୟ ସଭା, ସ୍ଥାନ: ବେଗୁନିଆ, ସମୟ: ସନ୍ଧ୍ୟା ୫ଟା। bbox=[194, 270, 365, 414]
district-events: ସେମିନାର, ସ୍ଥାନ: ଓଡ଼ିଶା କେନ୍ଦ୍ରୀୟ ବିଶ୍ୱବିଦ୍ୟାଳୟ, ସମୟ: ସକାଳ ୧୦ଟା। ଯୁବ ଉତ୍ସବ, ସ୍ଥାନ: ଜୟପୁର, ସମୟ: ସନ୍ଧ୍ୟା ୫ଟା। ସ୍ୱାସ୍ଥ୍ୟ ଶିବିର, ସ୍ଥାନ: ସୁନାବେଡ଼ା, ସମୟ: ସକାଳ ୯ଟା। ପାଠଚକ୍ର, ସ୍ଥାନ: ଦମନଜୋଡ଼ି, ସମୟ: ଅପରାହ୍ନ ୪ଟା। bbox=[568, 444, 736, 559]
forester-body-1: ରାୟଗଡ଼ା ଜିଲ୍ଲା ଅନ୍ତର୍ଗତ ଏକ ଗ୍ରାମରେ ଜଣେ ନାବାଳିକାଙ୍କୁ ବଳାତ୍କାର କରିଥିବା ଅଭିଯୋଗରେ ପୋଲିସ ଜଣେ ଫରେଷ୍ଟରଙ୍କୁ ଗିରଫ କରିଛି। ଅଭିଯୁକ୍ତଙ୍କୁ କୋର୍ଟ ଚାଲାଣ କରାଯାଇଛି। ଘଟଣାକୁ ନେଇ ଅଞ୍ଚଳରେ ଚାଞ୍ଚଲ୍ୟ ଖେଳିଯାଇଛି। bbox=[384, 1438, 593, 1507]
district-events: ଚିତ୍ରକଳା ଶିବିର, ସ୍ଥାନ: ଖଲ୍ଲିକୋଟ କଲେଜ, ସମୟ: ସକାଳ ୯ଟା। ପାଠଚକ୍ର, ସ୍ଥାନ: ଗୋସାଇଁନୂଆଗାଁ, ସମୟ: ସନ୍ଧ୍ୟା ୫ଟା। bbox=[382, 274, 556, 331]
cyan-dot-icon bbox=[700, 2316, 714, 2330]
quote-author: -ରାହୁଲ ଗାନ୍ଧୀ, କଂଗ୍ରେସ ନେତା bbox=[1004, 50, 1140, 63]
logo-text: ଧରିତ୍ରୀ bbox=[63, 8, 101, 22]
zodiac-prediction: ଅନ୍ୟକାର ଚକ୍ରାନ୍ତରେ ପଡ଼ି ଉଦ୍ବେଗ ଦେଖାଯିବ। କର୍ମକ୍ଷେତ୍ରରେ ଧୈର୍ଯ୍ୟ ରଖିବେ। କାରବାରରେ ଲାଭ ମିଳିବ। ପ୍ରଶାସନ, ସାହିତ୍ୟ ଓ ରାଜନୈତିକ କ୍ଷେତ୍ରରେ ଉନ୍ନତି ହେବ। bbox=[1202, 402, 1456, 444]
nine-days-body-1: କେନ୍ଦୁଝର ଜିଲ୍ଲା ବଡ଼ବିଲ ଥାନା ପୋଲିସ ଗତ ୯ ଦିନ ଧରି ଚାଲିଥିବା ତଦନ୍ତ ପରେ ଦୁଇ ଅଭିଯୁକ୍ତଙ୍କୁ ଗିରଫ କରିଛି। ଅଭିଯୁକ୍ତମାନଙ୍କଠାରୁ ଚୋରି ସାମଗ୍ରୀ ଜବତ କରାଯାଇଛି। bbox=[384, 1658, 548, 1727]
district-heading: ବଲାଙ୍ଗୀର bbox=[754, 389, 833, 412]
district-events: ସଂସ୍କୃତି ବିଭାଗର ସେମିନାର, ସ୍ଥାନ: ବାରିପଦା, ସମୟ: ସକାଳ ୧୧ଟା। ଛୌ ନୃତ୍ୟ ଉତ୍ସବ, ସ୍ଥାନ: ମୟୂରଭଞ୍ଜ, ସମୟ: ସନ୍ଧ୍ୟା ୬ଟା। bbox=[382, 184, 544, 241]
jhagadamali-credit: ଓଡ଼ିଆ ଢଗଢମାଳି ଓ ଲୋକଗୀତ - ପ୍ରଦୋଷ ପଟ୍ଟନାୟକ bbox=[84, 1909, 300, 1920]
forester-story bbox=[384, 1376, 864, 1586]
sound-headline-1: ଆକାଶ ମାର୍ଗରୁ bbox=[874, 1377, 996, 1402]
jhagadamali-body2: ହାଡ଼ି ଭୋଜ ବଜାଏ ଏବଂ ଏହାର ପାଉଣା ପାଏ। ଅର୍ଥାତ୍ କଷ୍ଟ ଜଣେ କରେ ଓ ଫଳ ଆଉ ଜଣେ ଭୋଗ କରେ। bbox=[12, 1814, 362, 1841]
district-events: ଚୈତ୍ର ନବରାତ୍ର ଆରମ୍ଭ, ସ୍ଥାନ: ରାଉରକେଲା, ସମୟ: ସକାଳ ୬ଟା। ସେମିନାର, ସ୍ଥାନ: ଏନଆଇଟି, ସମୟ: ସକାଳ ୧୦ଟା। ରକ୍ତଦାନ ଶିବିର, ସ୍ଥାନ: ସେକ୍ଟର-୨, ସମୟ: ସକାଳ ୮ଟା। କ୍ରୀଡ଼ା ପ୍ରତିଯୋଗିତା, ସ୍ଥାନ: ବିରସା ମୁଣ୍ଡା ଷ୍ଟାଡିୟମ, ସମୟ: ଅପରାହ୍ନ ୩ଟା। bbox=[754, 531, 870, 704]
magenta-dot-icon bbox=[1168, 2316, 1182, 2330]
correction-box bbox=[12, 1376, 372, 1456]
district-heading: ସୁବର୍ଣ୍ଣପୁର bbox=[882, 452, 965, 475]
quote-mark-icon: ❝ bbox=[582, 2, 605, 46]
district-events: ଭଦ୍ରକ ଜିଲ୍ଲା ଓଡ଼ିଆ ସଂଘ ନିର୍ବାଚନ, ସ୍ଥାନ: ଭଦ୍ରକ ସହର, ସମୟ: ସକାଳ ୧୦ଟା। ବୈଠକ, ସ୍ଥାନ: ବାସୁଦେବପୁର, ସମୟ: ଅପରାହ୍ନ ୪ଟା। ପାଠଚକ୍ର, ସ୍ଥାନ: ଧାମନଗର, ସମୟ: ସନ୍ଧ୍ୟା ୫ଟା। bbox=[194, 537, 350, 637]
nine-days-dateline: ବଡ଼ବିଲ, ତା ୨୮।୩(ନିଜସ୍ୱ ପ୍ରତିନିଧି) bbox=[384, 1634, 547, 1647]
district-events: ପୁରୀ ଜାତୀୟ ଆଦିବାସୀ ମେଳା ଉଦଯାପନ, ସ୍ଥାନ: ପୁରୀ ସମୁଦ୍ର କୂଳ, ସମୟ: ସକାଳ ୧୦ଟା। ଶ୍ରୀଜଗନ୍ନାଥ ସଂସ୍କୃତି ଆଲୋଚନା, ସ୍ଥାନ: ଶ୍ରୀମନ୍ଦିର ପ୍ରଶାସନ, ସମୟ: ସନ୍ଧ୍ୟା ୫ଟା। ନାଟକ ପ୍ରଦର୍ଶନ, ସ୍ଥାନ: ଟାଉନ ହଲ, ସମୟ: ସନ୍ଧ୍ୟା ୭ଟା। bbox=[194, 122, 365, 237]
district-heading: ନବରଙ୍ଗପୁର bbox=[568, 331, 668, 354]
zodiac-prediction: ଆଜି ଯାହା କରିବା ପାଇଁ ମନସ୍ଥ କରିଥିବେ ସେଥିରେ ସଫଳତା ମିଳିବ। ପ୍ରେମ ଏବଂ ବୈବାହିକ ଜୀବନ ସୁଖମୟ ରହିବ। ବନ୍ଧୁମାନଙ୍କ ସହ ଭ୍ରମଣ କରିବେ। ଦୈନନ୍ଦିନ ଖର୍ଚ୍ଚ ପରିମାଣ ବୃଦ୍ଧି ପାଇବ। bbox=[1202, 564, 1451, 621]
correction-title: ତ୍ରୁଟି ସଂଶୋଧନ bbox=[12, 1376, 125, 1397]
zodiac-prediction: କର୍ମକ୍ଷେତ୍ରରେ ଅନ୍ୟମାନଙ୍କୁ ଆକୃଷ୍ଟ କରିପାରିବେ। ସନ୍ତାନଙ୍କ ପ୍ରଗତି ଦେଖି ମନ ଖୁସି ହେବ। ନୂଆ ବନ୍ଧୁ ମିଳିବେ। ମିଳାମିଶାରେ ପାରିବାରିକ ସମସ୍ୟାର ସମାଧାନ ହେବ। bbox=[1202, 2022, 1463, 2064]
district-events: ଦେବଗ୍ରାମ ପଞ୍ଚାୟତ ସଭା, ସମୟ: ସକାଳ ୧୦ଟା। ଧର୍ମ ସଭା, ସ୍ଥାନ: ଆଠମଲ୍ଲିକ, ସମୟ: ସନ୍ଧ୍ୟା ୬ଟା। bbox=[882, 98, 1085, 140]
nine-days-headline: ୯ ଦିନ ପରେ ବଡ଼ବିଲରୁ ୨ ଗିରଫ bbox=[384, 1599, 656, 1624]
district-heading: ପୁରୀ bbox=[194, 99, 227, 121]
section-title: ରାଜ୍ୟ bbox=[1252, 8, 1354, 59]
zodiac-symbol-icon: ♈ bbox=[1136, 266, 1186, 316]
district-events: ସ୍ୱାଧୀନତା ସଂଗ୍ରାମୀ ଶହୀଦ ଲକ୍ଷ୍ମଣ ନାୟକଙ୍କ ଜନ୍ମଜୟନ୍ତୀ ପାଳନ, ସ୍ଥାନ: ଶହୀଦ ନଗର, ସମୟ: ସକାଳ ୧୦ଟା। ରାଜ୍ୟସ୍ତରୀୟ ଯୁବ ମହୋତ୍ସବ, ସ୍ଥାନ: ଜୟଦେବ ଭବନ, ସମୟ: ସନ୍ଧ୍ୟା ୫ଟା। ପୁସ୍ତକ ଉନ୍ମୋଚନ ଉତ୍ସବ, ସ୍ଥାନ: ଉତ୍କଳ ସଂଗୀତ ମହାବିଦ୍ୟାଳୟ, ସମୟ: ସନ୍ଧ୍ୟା ୬ଟା। ସ୍ୱାସ୍ଥ୍ୟ ସଚେତନତା ଶିବିର, ସ୍ଥାନ: ଲୁଇସ ରୋଡ, ସମୟ: ସକାଳ ୯ଟା। ଓଡ଼ିଶା ସାହିତ୍ୟ ଏକାଡେମୀ ସଭା, ସ୍ଥାନ: ଏକାଡେମୀ ଭବନ, ସମୟ: ଅପରାହ୍ନ ୪ଟା। ମହିଳା ସଶକ୍ତିକରଣ ଆଲୋଚନା ଚକ୍ର, ସ୍ଥାନ: ରବୀନ୍ଦ୍ର ମଣ୍ଡପ, ସମୟ: ସକାଳ ୧୧ଟା। କବିତା ପାଠ ଉତ୍ସବ, ସ୍ଥାନ: ସୂଚନା ଭବନ, ସମୟ: ସନ୍ଧ୍ୟା ୫ଟା। ରକ୍ତଦାନ ଶିବିର, ସ୍ଥାନ: ଶିଶୁ ଭବନ ଛକ, ସମୟ: ସକାଳ ୮ଟା। ଓଡ଼ିଆ ଭାଷା ଦିବସ ପ୍ରସ୍ତୁତି ବୈଠକ, ସ୍ଥାନ: ଉତ୍କଳ ବିଶ୍ୱବିଦ୍ୟାଳୟ, ସମୟ: ଅପରାହ୍ନ ୩ଟା। ସାଂସ୍କୃତିକ ସନ୍ଧ୍ୟା, ସ୍ଥାନ: ଭଞ୍ଜ କଳା ମଣ୍ଡପ, ସମୟ: ସନ୍ଧ୍ୟା ୬ଟା। ଯୋଗ ଶିବିର, ସ୍ଥାନ: ଫରେଷ୍ଟ ପାର୍କ, ସମୟ: ସକାଳ ୬ଟା। ଚିତ୍ରକଳା ପ୍ରଦର୍ଶନୀ, ସ୍ଥାନ: ଲଳିତ କଳା ଏକାଡେମୀ, ସମୟ: ସକାଳ ୧୦ଟା। ବରିଷ୍ଠ ନାଗରିକ ସମ୍ମିଳନୀ, ସ୍ଥାନ: ସହିଦ ନଗର, ସମୟ: ଅପରାହ୍ନ ୪ଟା। ପରିବେଶ ସଚେତନତା ପଦଯାତ୍ରା, ସ୍ଥାନ: ରାଜମହଲ ଛକ, ସମୟ: ସକାଳ ୭ଟା। ସାମ୍ବାଦିକ ସମ୍ମିଳନୀ, ସ୍ଥାନ: ପ୍ରେସ କ୍ଲବ, ସମୟ: ଅପରାହ୍ନ ୧ଟା। ଶିକ୍ଷକ ସଂଘ ବୈଠକ, ସ୍ଥାନ: ଶିକ୍ଷକ ଭବନ, ସମୟ: ସକାଳ ୧୧ଟା। ନାଟକ ମଞ୍ଚସ୍ଥ, ସ୍ଥାନ: ଅନ୍ନପୂର୍ଣ୍ଣା ଥିଏଟର, ସମୟ: ସନ୍ଧ୍ୟା ୭ଟା। ଭାଗବତ ପାଠ, ସ୍ଥାନ: ଲିଙ୍ଗରାଜ ମନ୍ଦିର, ସମୟ: ସନ୍ଧ୍ୟା ୬ଟା। ଆୟୁର୍ବେଦ ଚିକିତ୍ସା ଶିବିର, ସ୍ଥାନ: ଓଲ୍ଡ ଟାଉନ, ସମୟ: ସକାଳ ୯ଟା। ଶ୍ରଦ୍ଧାଞ୍ଜଳି ସଭା, ସ୍ଥାନ: ଭୀମପୁର, ସମୟ: ଅପରାହ୍ନ ୪ଟା। ଉତ୍କଳୀୟ ସଂସ୍କୃତି ଆଲୋଚନା, ସ୍ଥାନ: ସାହିତ୍ୟ ଭବନ, ସମୟ: ସନ୍ଧ୍ୟା ୫ଟା। କ୍ରୀଡ଼ା ପ୍ରତିଯୋଗିତା, ସ୍ଥାନ: କଳିଙ୍ଗ ଷ୍ଟାଡିୟମ, ସମୟ: ସକାଳ ୮ଟା। ସମ୍ବର୍ଦ୍ଧନା ସଭା, ସ୍ଥାନ: ଜୟଦେବ ଭବନ, ସମୟ: ସନ୍ଧ୍ୟା ୬ଟା। ଗ୍ରନ୍ଥ ପ୍ରକାଶନ ଉତ୍ସବ, ସ୍ଥାନ: ସୂଚନା ଭବନ, ସମୟ: ଅପରାହ୍ନ ୫ଟା। ମହିଳା ସମିତି ବାର୍ଷିକ ଉତ୍ସବ, ସ୍ଥାନ: ନୟାପଲ୍ଲୀ, ସମୟ: ସନ୍ଧ୍ୟା ୫ଟା। ସ୍ୱେଚ୍ଛାସେବୀ ସଂଗଠନ ବୈଠକ, ସ୍ଥାନ: ଶହୀଦ ନଗର, ସମୟ: ସକାଳ ୧୦ଟା। କାର୍ଯ୍ୟଶାଳା, ସ୍ଥାନ: ଆଇଟିଇଆର, ସମୟ: ସକାଳ ୧୦ଟା। ଉପନ୍ୟାସ ଆଲୋଚନା, ସ୍ଥାନ: ଏକାମ୍ର ହାଟ, ସମୟ: ସନ୍ଧ୍ୟା ୪ଟା। bbox=[12, 122, 184, 1005]
jhagadamali-poem: କିଛିରେ ତୁଲନ ହୋଇପାରିବ ମୁଁ ପାଖରେ ଥିଲେ ତୁମ ପରିଚୟ ମୋତେ କେହି ଭୁଲିଯାଇ ଥିଲେ ତୁ ଝଗଡ଼ି କରିବାର ସମୟ? bbox=[130, 1580, 254, 1635]
cyan-dot-icon bbox=[1150, 2316, 1164, 2330]
zodiac-divider-dot-icon bbox=[1292, 1686, 1300, 1694]
zodiac-sign-name: ବୃଷ bbox=[1128, 400, 1192, 422]
cartoon-icon bbox=[12, 1470, 92, 1540]
rashifala-footer: ଆଜି ମାର୍ଚ୍ଚ ୨୯ ତାରିଖ, ଶନିବାର। ଚୈତ୍ର ଅମାବାସ୍ୟା। ଶୁଭ ସମୟ ପୂର୍ବାହ୍ନ ୯ଟା ରୁ ୧୧ଟା, ଅପରାହ୍ନ ୩ଟା ରୁ ୫ଟା ପର୍ଯ୍ୟନ୍ତ। ରାହୁକାଳ ପୂର୍ବାହ୍ନ ୯ଟା ରୁ ୧୦ଟା ୩୦ ମିନିଟ। bbox=[1118, 2186, 1452, 2227]
district-events: ଆଦିବାସୀ ସାଂସ୍କୃତିକ ମହୋତ୍ସବ, ସ୍ଥାନ: ସୁନ୍ଦରଗଡ଼, ସମୟ: ସକାଳ ୧୦ଟା। bbox=[882, 173, 1091, 201]
zodiac-symbol-icon: ♉ bbox=[1136, 428, 1186, 478]
district-heading: ବାଲେଶ୍ୱର bbox=[194, 424, 281, 446]
jhagadamali-subtitle: (କ୍ରମେ ଲୋକପ୍ରିୟ ହେଉଥିବା ଏହି ସ୍ତମ୍ଭରେ ପାଠକମାନଙ୍କ ମନ୍ତବ୍ୟ ଓ ରସିକତା ପ୍ରକାଶ ପାଉଛି) bbox=[12, 1545, 368, 1569]
jhagadamali-box bbox=[12, 1470, 372, 1940]
zodiac-sign-row bbox=[1110, 2020, 1468, 2172]
